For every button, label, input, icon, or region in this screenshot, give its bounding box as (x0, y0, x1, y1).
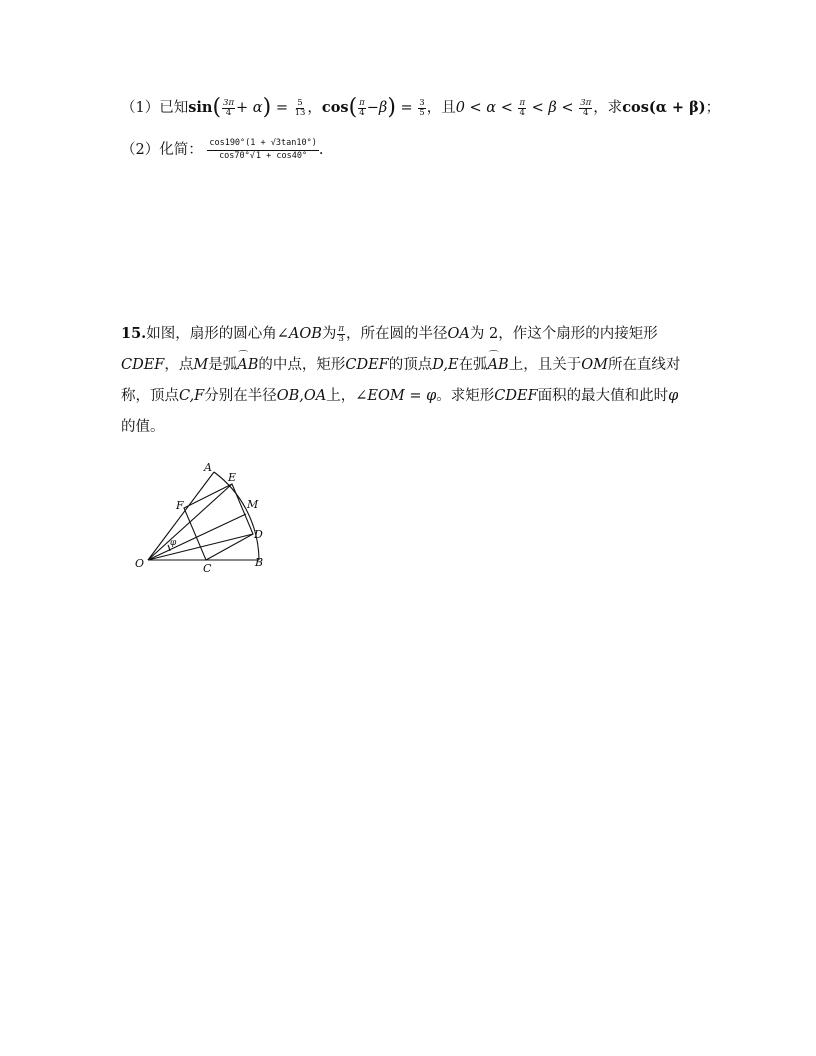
label-f: F (176, 499, 184, 512)
label-c: C (203, 562, 212, 575)
part1-text-a: 已知 (159, 100, 189, 116)
label-a: A (204, 461, 212, 474)
arc-ab (214, 472, 259, 560)
text-find: ，求 (593, 100, 623, 116)
sector-figure (118, 458, 278, 583)
equals-2: = (400, 100, 413, 116)
equals-1: = (275, 100, 288, 116)
frac-pi-3: $\frac{\pi}{3}$ (338, 323, 344, 344)
label-d: D (254, 528, 263, 541)
frac-3-5: $\frac{3}{5}$ (419, 97, 425, 118)
part1-end: ； (705, 100, 721, 116)
label-e: E (228, 471, 237, 484)
part2-marker: （2） (121, 142, 160, 158)
simplify-fraction (207, 139, 318, 162)
text-and: ，且 (426, 100, 456, 116)
q14-part1: （1）已知sin( $\frac{3\pi}{4}$ + α) = $\frac{5}{13}$ ，cos( $\frac{\pi}{4}$ −β) = $\frac{3}{5}$ ，且0 < α < $\frac{\pi}{4}$ < β < $\frac{3\pi}{4}$ ，求cos(α + β)； (121, 95, 721, 120)
part2-end: . (318, 142, 324, 158)
frac-5-13: $\frac{5}{13}$ (294, 97, 306, 118)
comma-1: ， (307, 100, 322, 116)
frac-3pi-4-b: $\frac{3\pi}{4}$ (580, 97, 592, 118)
q15-number: 15. (121, 325, 147, 342)
ineq-a: 0 < α < (455, 100, 513, 116)
cos-func: cos (321, 99, 349, 116)
frac-pi-4-b: $\frac{\pi}{4}$ (519, 97, 526, 118)
label-b: B (255, 556, 264, 569)
label-phi: φ (170, 538, 177, 548)
radius-oa (148, 472, 214, 560)
label-o: O (135, 557, 145, 570)
q14-part2 (121, 138, 323, 161)
simplify-denominator: cos70°√1 + cos40° (219, 150, 308, 161)
part1-marker: （1） (121, 100, 160, 116)
target-expr: cos(α + β) (622, 99, 706, 116)
minus-beta: −β (366, 100, 388, 116)
radius-om (148, 514, 246, 560)
label-m: M (247, 498, 259, 511)
sin-func: sin (188, 99, 213, 116)
q15-text: 15.如图，扇形的圆心角∠AOB为 $\frac{\pi}{3}$ ，所在圆的半径OA为 2，作这个扇形的内接矩形CDEF，点M是弧⌒ AB的中点，矩形CDEF的顶点D,E在弧⌒ AB上，且关于OM所在直线对称，顶点C,F分别在半径OB,OA上，∠EOM = φ。求矩形CDEF面积的最大值和此时φ的值。 (121, 318, 691, 443)
simplify-numerator: cos190°(1 + √3tan10°) (207, 139, 318, 151)
frac-3pi-4: $\frac{3\pi}{4}$ (223, 97, 235, 118)
ineq-b: < β < (531, 100, 574, 116)
plus-alpha: + α (236, 100, 263, 116)
frac-pi-4: $\frac{\pi}{4}$ (359, 97, 365, 118)
part2-text: 化简： (159, 142, 203, 158)
